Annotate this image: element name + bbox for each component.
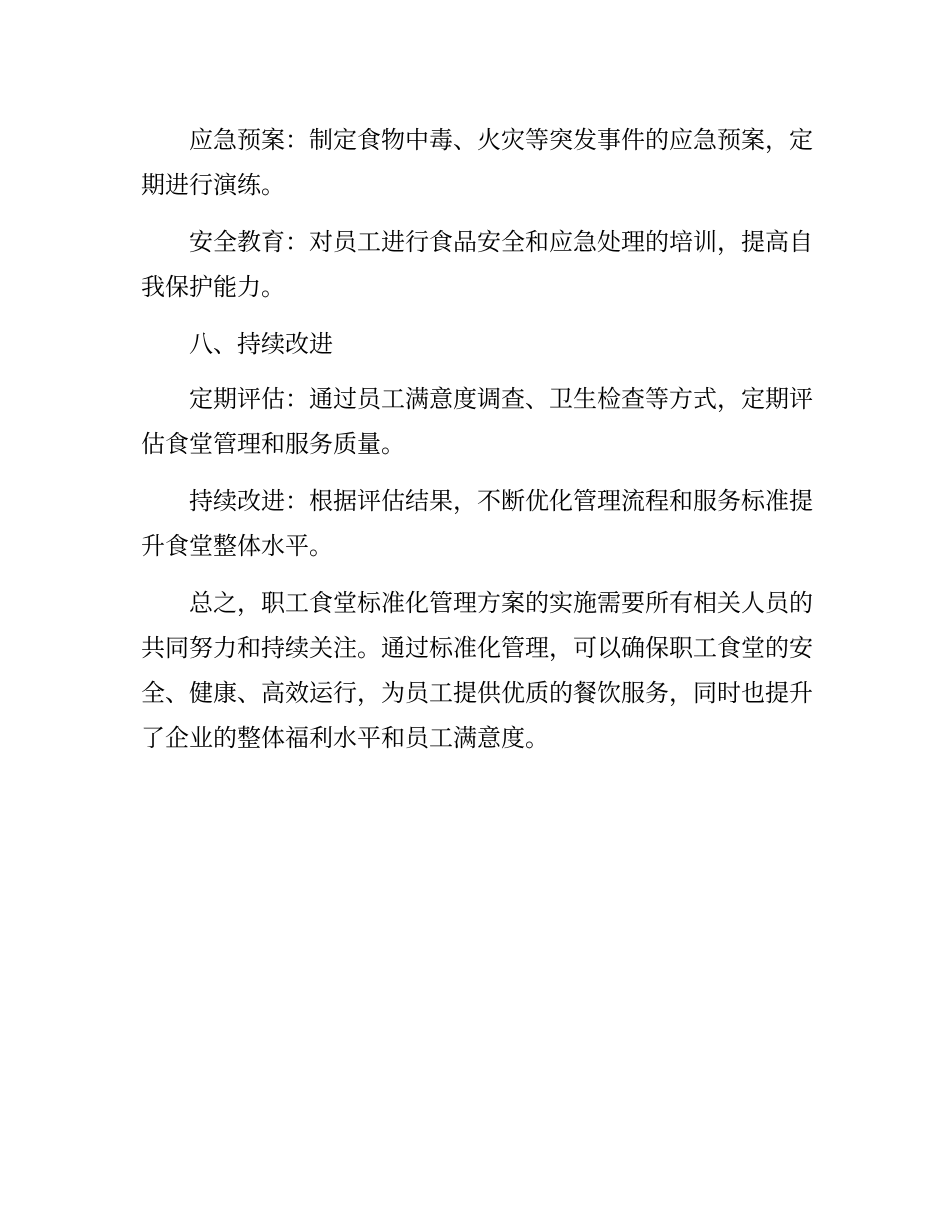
paragraph-conclusion: 总之，职工食堂标准化管理方案的实施需要所有相关人员的共同努力和持续关注。通过标准化管理，可以确保职工食堂的安全、健康、高效运行，为员工提供优质的餐饮服务，同时也提升了企业的整体福利水平和员工满意度。	[141, 589, 813, 752]
paragraph-periodic-evaluation: 定期评估：通过员工满意度调查、卫生检查等方式，定期评估食堂管理和服务质量。	[141, 385, 813, 458]
paragraph-emergency-plan: 应急预案：制定食物中毒、火灾等突发事件的应急预案，定期进行演练。	[141, 126, 813, 199]
section-heading-continuous-improvement: 八、持续改进	[189, 330, 333, 358]
document-page	[141, 118, 813, 773]
paragraph-safety-education: 安全教育：对员工进行食品安全和应急处理的培训，提高自我保护能力。	[141, 228, 813, 301]
paragraph-continuous-improvement: 持续改进：根据评估结果，不断优化管理流程和服务标准提升食堂整体水平。	[141, 487, 813, 560]
